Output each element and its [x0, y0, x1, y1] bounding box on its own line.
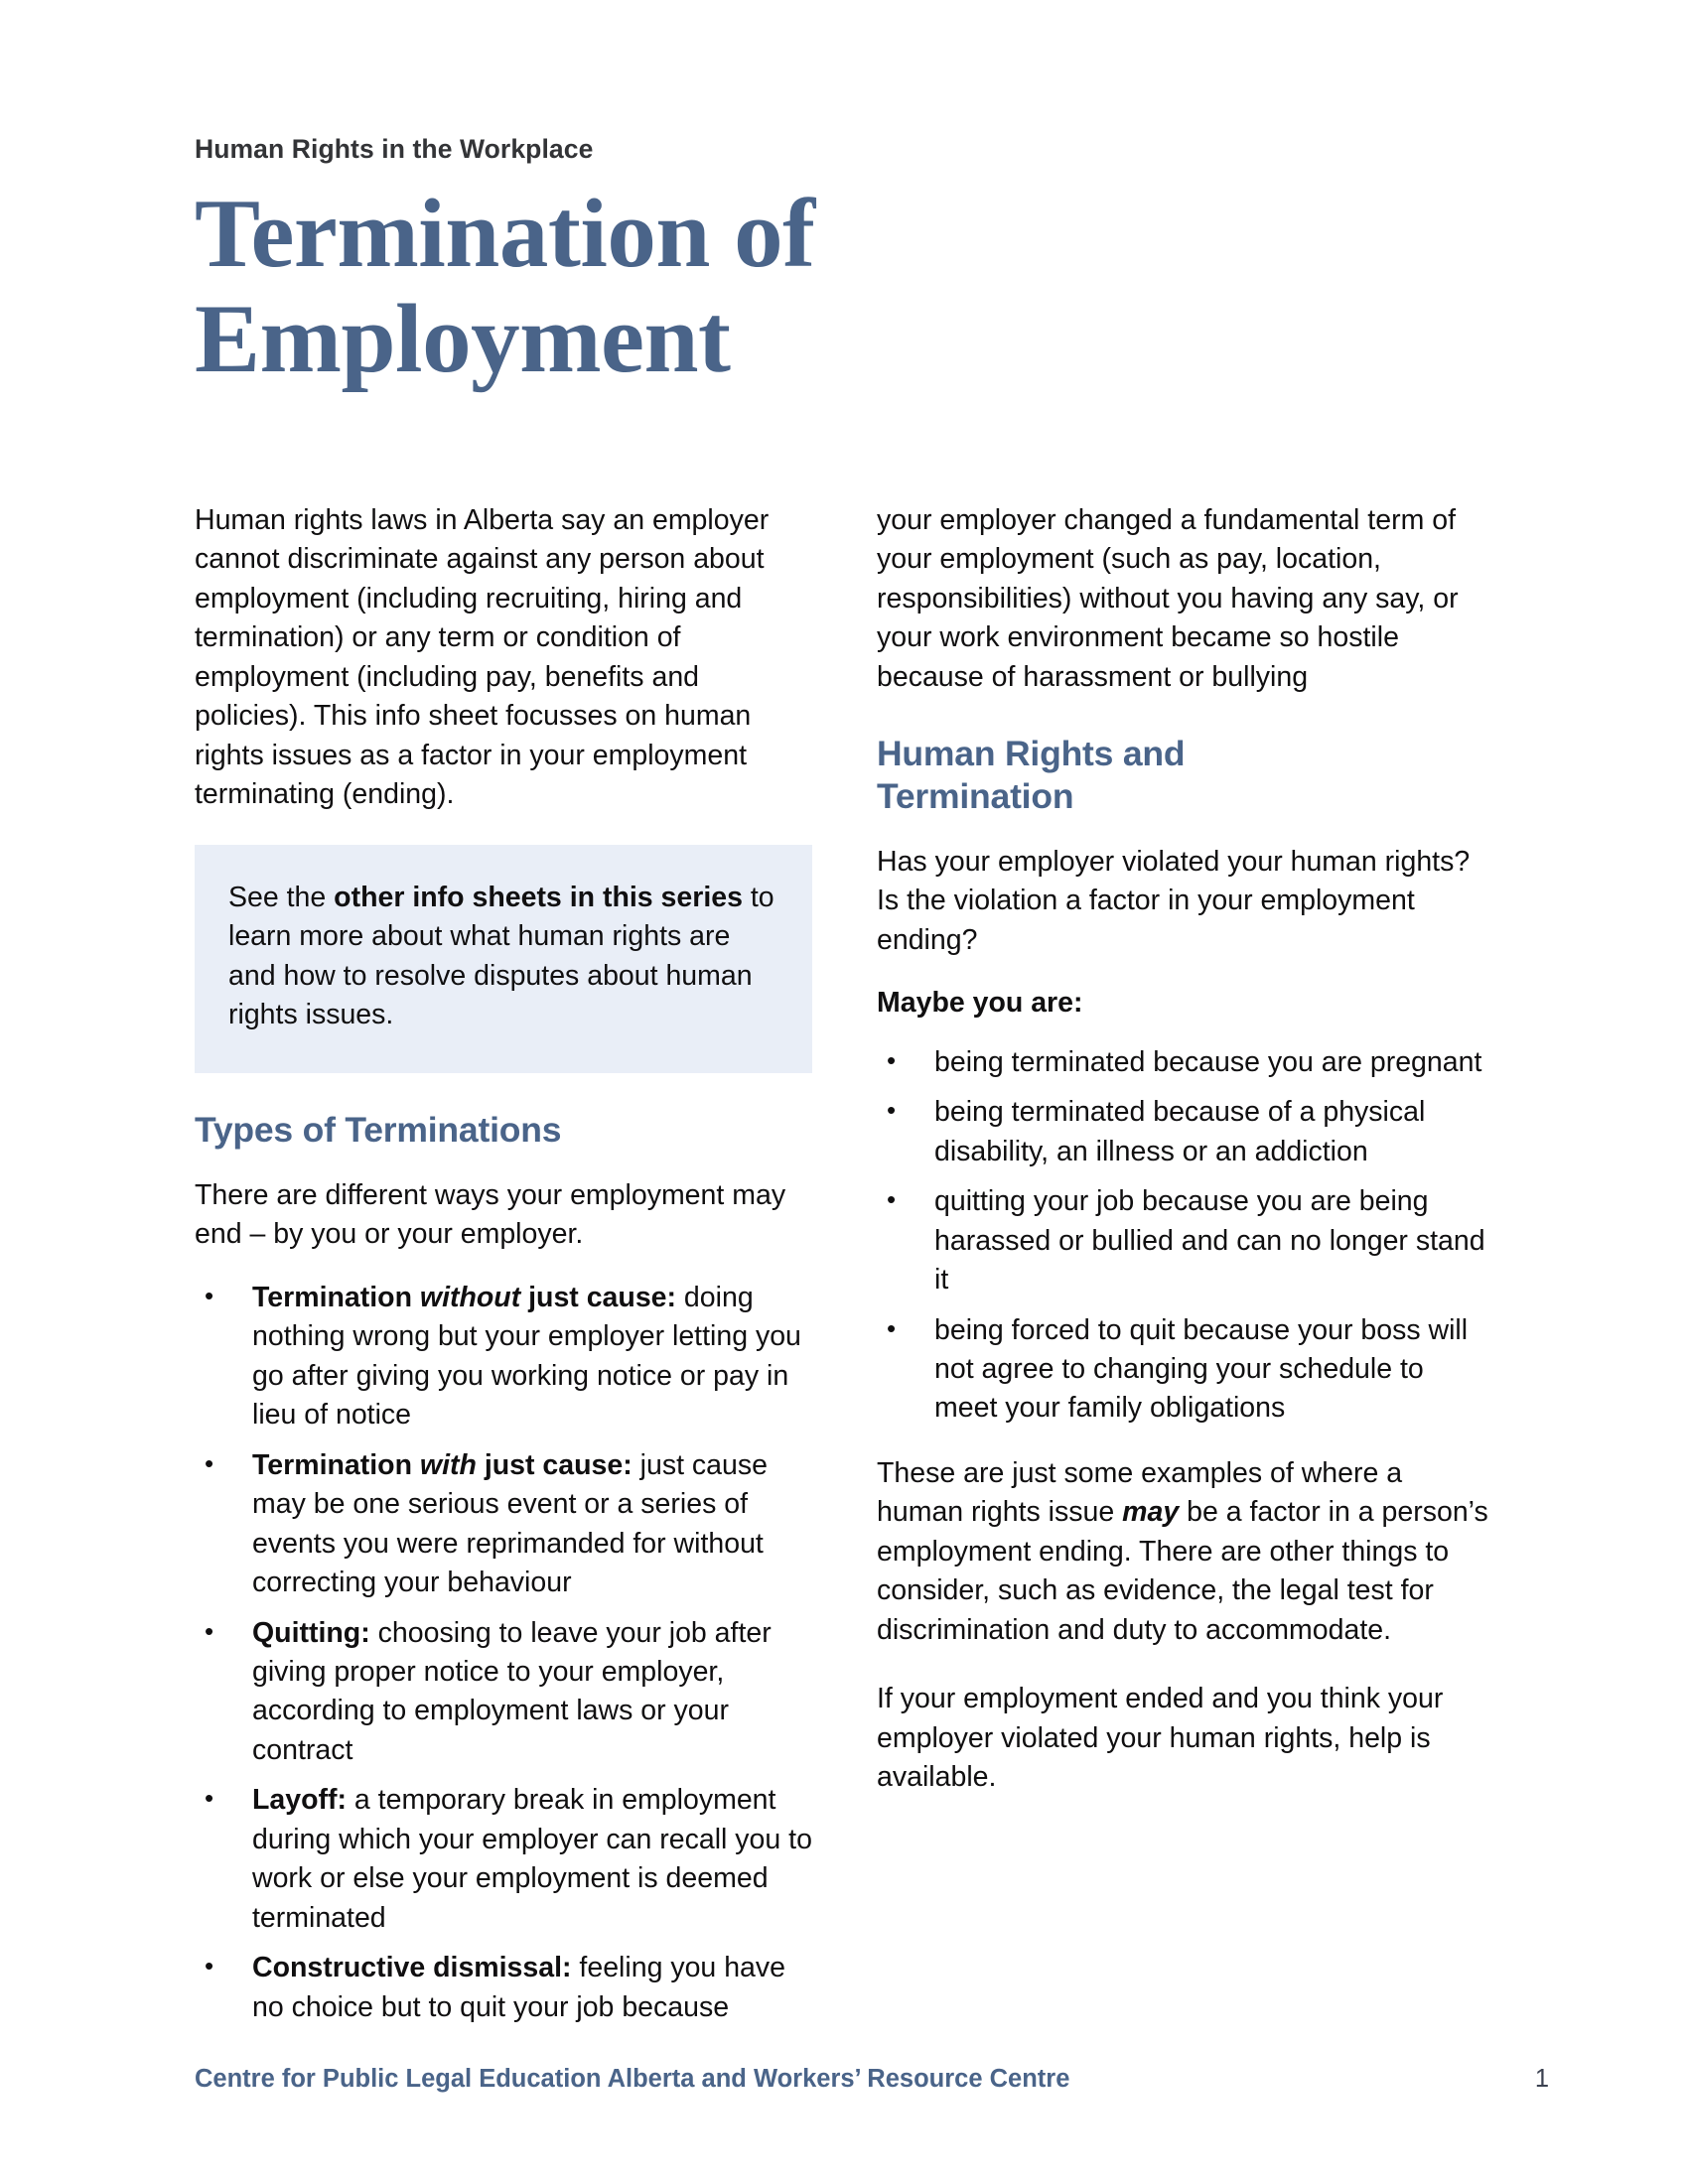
bullet-body-text: feeling you have no choice but to quit your job because: [252, 1952, 786, 2023]
bullet-lead-post: just cause:: [520, 1281, 677, 1313]
callout-text: [228, 879, 776, 1035]
bullet-lead-bold: Layoff:: [252, 1784, 347, 1817]
callout-text-before: See the: [228, 881, 335, 913]
bullet-body-text: a temporary break in employment during which your employer can recall you to work or else your employment is deemed terminated: [252, 1784, 812, 1934]
violation-question-paragraph: Has your employer violated your human rights? Is the violation a factor in your employment ending?: [877, 845, 1471, 956]
section-heading-line-2: Termination: [877, 775, 1074, 816]
list-item: [195, 1949, 812, 2027]
maybe-you-are-lead-in: Maybe you are:: [877, 987, 1083, 1020]
list-item: [195, 1614, 812, 1771]
closing-text-pre: These are just some examples of where a human rights issue: [877, 1456, 1403, 1529]
bullet-lead-pre: Termination: [252, 1448, 420, 1481]
termination-types-list: [195, 1279, 812, 2027]
list-item: [195, 1781, 812, 1938]
series-kicker: Human Rights in the Workplace: [195, 134, 594, 164]
body-columns: [195, 501, 1495, 2053]
intro-paragraph: Human rights laws in Alberta say an employer cannot discriminate against any person about employment (including recruiting, hiring and termination) or any term or condition of employment (including pay, benefits and policies). This info sheet focusses on human rights issues as a factor in your employment terminating (ending).: [195, 504, 770, 811]
page-title-line-1: Termination of: [195, 179, 815, 288]
types-intro-paragraph: There are different ways your employment may end – by you or your employer.: [195, 1178, 786, 1251]
bullet-lead-bold: [252, 1282, 676, 1313]
section-heading-types-of-terminations: Types of Terminations: [195, 1109, 562, 1150]
bullet-lead-bold: Quitting:: [252, 1616, 370, 1649]
right-column: [877, 501, 1494, 1798]
bullet-body-text: just cause may be one serious event or a series of events you were reprimanded for without correcting your behaviour: [252, 1448, 768, 1599]
bullet-lead-bold: Constructive dismissal:: [252, 1952, 572, 1984]
footer-page-number: 1: [1534, 2065, 1549, 2093]
list-item: • being terminated because of a physical disability, an illness or an addiction: [877, 1093, 1494, 1171]
list-item: [195, 1446, 812, 1603]
section-heading-human-rights-and-termination: [877, 733, 1494, 816]
callout-text-after: to learn more about what human rights are and how to resolve disputes about human rights issues.: [228, 881, 774, 1031]
callout-bold-phrase: other info sheets in this series: [334, 881, 743, 913]
bullet-lead-italic: with: [419, 1448, 477, 1481]
masthead: [195, 134, 1485, 392]
list-item: • quitting your job because you are being harassed or bullied and can no longer stand it: [877, 1182, 1494, 1299]
list-item: • being forced to quit because your boss will not agree to changing your schedule to meet your family obligations: [877, 1311, 1494, 1429]
closing-text-post: be a factor in a person’s employment ending. There are other things to consider, such as evidence, the legal test for discrimination and duty to accommodate.: [877, 1496, 1488, 1646]
help-available-paragraph: If your employment ended and you think your employer violated your human rights, help is available.: [877, 1683, 1444, 1794]
list-item: • being terminated because you are pregnant: [877, 1043, 1494, 1082]
closing-emphasis-may: may: [1122, 1496, 1180, 1529]
page-footer: [195, 2065, 1549, 2094]
info-callout-box: [195, 845, 812, 1073]
bullet-lead-post: just cause:: [476, 1448, 633, 1481]
bullet-lead-pre: Termination: [252, 1281, 420, 1313]
examples-closing-paragraph: [877, 1454, 1494, 1650]
bullet-lead-bold: [252, 1449, 633, 1481]
section-heading-line-1: Human Rights and: [877, 734, 1186, 774]
left-column: [195, 501, 812, 2053]
maybe-you-are-list: [877, 1043, 1494, 1429]
continuation-paragraph: your employer changed a fundamental term of your employment (such as pay, location, responsibilities) without you having any say, or your work environment became so hostile because of harassment or bullying: [877, 504, 1459, 693]
list-item: [195, 1279, 812, 1435]
page-title-line-2: Employment: [195, 284, 731, 393]
bullet-body-text: choosing to leave your job after giving proper notice to your employer, according to employment laws or your contract: [252, 1616, 772, 1766]
bullet-body-text: doing nothing wrong but your employer letting you go after giving you working notice or pay in lieu of notice: [252, 1281, 801, 1432]
page-title: [195, 179, 1485, 393]
bullet-lead-italic: without: [419, 1281, 521, 1313]
footer-organization: Centre for Public Legal Education Alberta and Workers’ Resource Centre: [195, 2065, 1070, 2093]
